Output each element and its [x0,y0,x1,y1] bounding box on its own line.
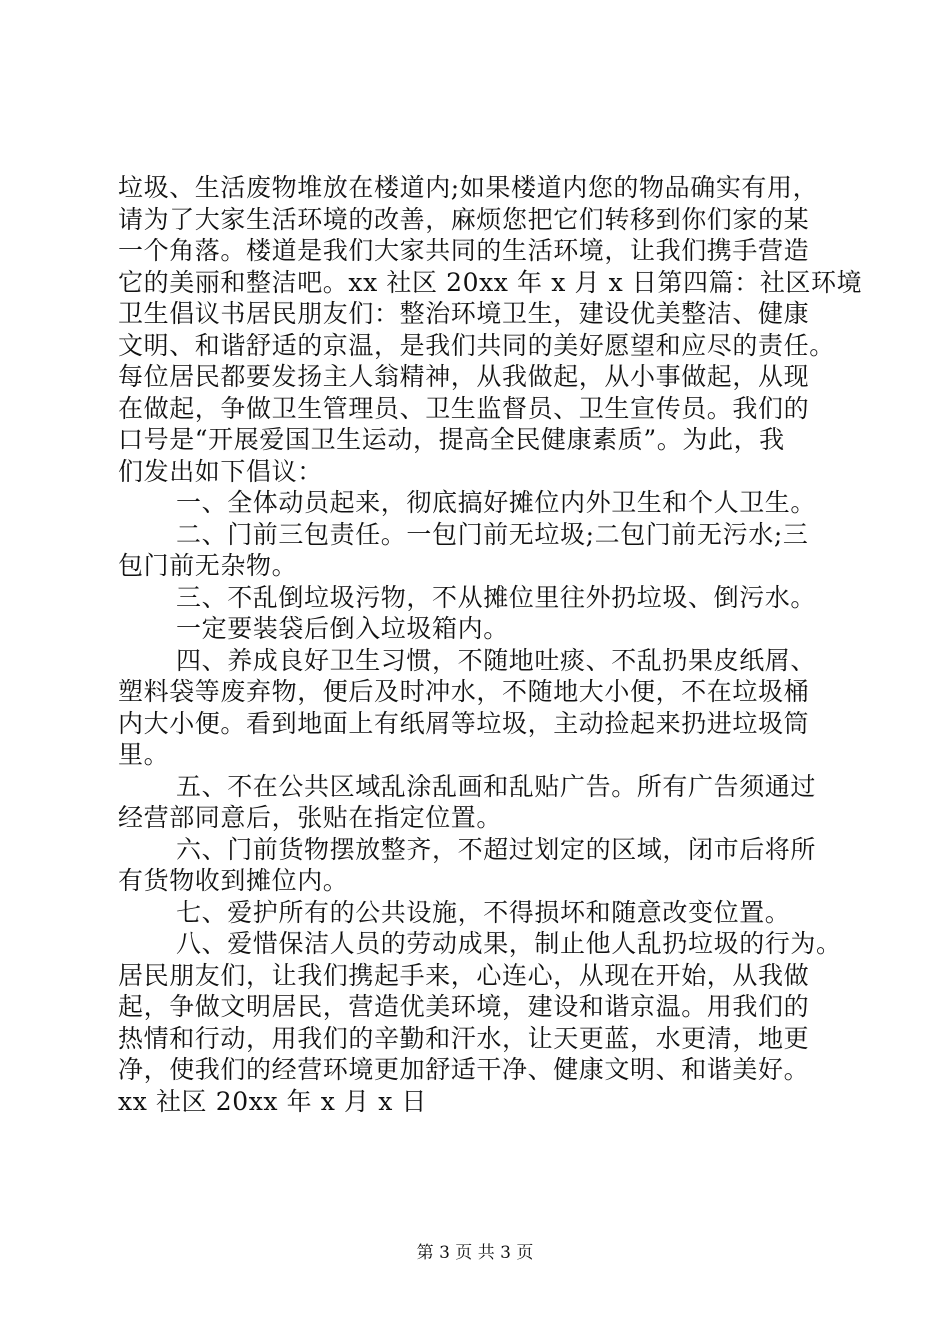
text-line: 二、门前三包责任。一包门前无垃圾;二包门前无污水;三 [176,519,809,549]
text-line: 有货物收到摊位内。 [118,866,349,895]
document-body [118,172,863,1117]
text-line: 居民朋友们，让我们携起手来，心连心，从现在开始，从我做 [118,960,810,990]
text-line: 经营部同意后，张贴在指定位置。 [118,803,503,832]
text-line: 热情和行动，用我们的辛勤和汗水，让天更蓝，水更清，地更 [118,1023,810,1053]
text-line: 它的美丽和整洁吧。xx 社区 20xx 年 x 月 x 日第四篇：社区环境 [118,267,863,297]
text-line: 文明、和谐舒适的京温，是我们共同的美好愿望和应尽的责任。 [118,330,835,360]
text-line: 包门前无杂物。 [118,551,298,580]
text-line: 三、不乱倒垃圾污物，不从摊位里往外扔垃圾、倒污水。 [176,582,817,612]
text-line: 内大小便。看到地面上有纸屑等垃圾，主动捡起来扔进垃圾筒 [118,708,810,738]
text-line: 起，争做文明居民，营造优美环境，建设和谐京温。用我们的 [118,992,810,1021]
text-line: 塑料袋等废弃物，便后及时冲水，不随地大小便，不在垃圾桶 [118,677,810,706]
text-line: xx 社区 20xx 年 x 月 x 日 [118,1086,428,1116]
text-line: 在做起，争做卫生管理员、卫生监督员、卫生宣传员。我们的 [118,393,810,423]
text-line: 一、全体动员起来，彻底搞好摊位内外卫生和个人卫生。 [176,488,817,517]
text-line: 请为了大家生活环境的改善，麻烦您把它们转移到你们家的某 [118,204,810,234]
text-line: 垃圾、生活废物堆放在楼道内;如果楼道内您的物品确实有用， [118,173,819,202]
text-line: 口号是“开展爱国卫生运动，提高全民健康素质”。为此，我 [118,425,785,454]
text-line: 四、养成良好卫生习惯，不随地吐痰、不乱扔果皮纸屑、 [176,645,817,675]
text-line: 六、门前货物摆放整齐，不超过划定的区域，闭市后将所 [176,834,817,864]
text-line: 七、爱护所有的公共设施，不得损坏和随意改变位置。 [176,897,791,927]
text-line: 们发出如下倡议： [118,456,323,486]
text-line: 里。 [118,740,170,769]
text-line: 一定要装袋后倒入垃圾箱内。 [176,614,509,643]
text-line: 五、不在公共区域乱涂乱画和乱贴广告。所有广告须通过 [176,771,817,801]
text-line: 一个角落。楼道是我们大家共同的生活环境，让我们携手营造 [118,236,810,265]
page-number-footer: 第 3 页 共 3 页 [416,1243,534,1263]
text-line: 净，使我们的经营环境更加舒适干净、健康文明、和谐美好。 [118,1055,810,1084]
text-line: 八、爱惜保洁人员的劳动成果，制止他人乱扔垃圾的行为。 [176,929,842,958]
text-line: 卫生倡议书居民朋友们：整治环境卫生，建设优美整洁、健康 [118,299,810,328]
text-line: 每位居民都要发扬主人翁精神，从我做起，从小事做起，从现 [118,362,810,391]
